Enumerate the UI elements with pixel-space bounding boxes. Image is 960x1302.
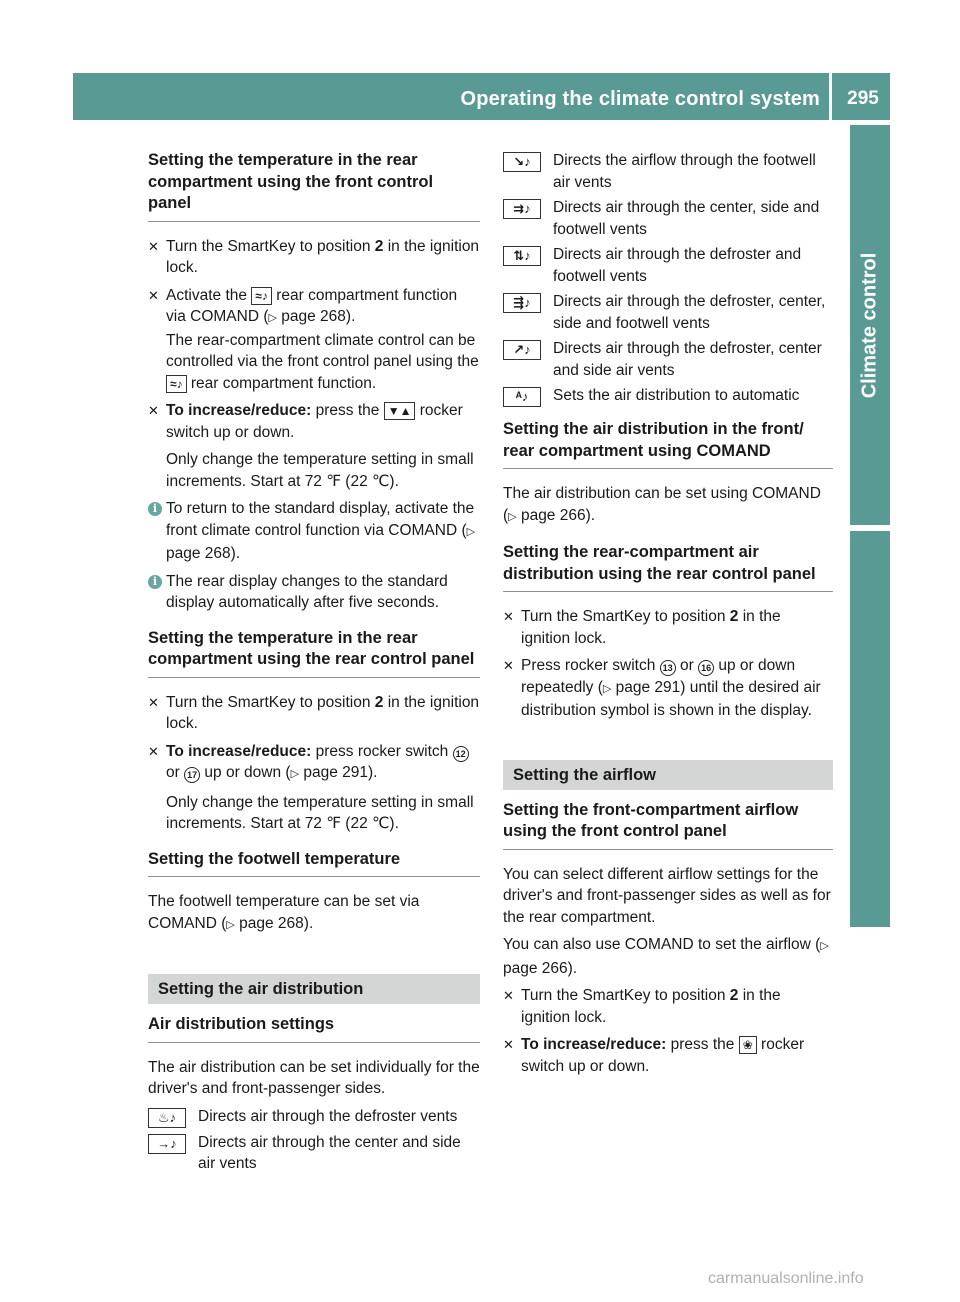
- page-ref-link[interactable]: page 266).: [503, 959, 578, 977]
- air-intro-text: The air distribution can be set individually for the driver's and front-passenger sides.: [148, 1058, 480, 1097]
- page-ref-arrow-icon: ▷: [226, 918, 235, 931]
- step-bullet-icon: ✕: [503, 988, 514, 1003]
- temp-rocker-icon: ▼▲: [384, 402, 416, 420]
- side-tab-label-wrap: [850, 125, 890, 525]
- heading-air-dist-comand: Setting the air distribution in the front/ rear compartment using COMAND: [503, 419, 833, 469]
- section-airflow: Setting the airflow: [503, 760, 833, 790]
- section-air-distribution: Setting the air distribution: [148, 974, 480, 1004]
- page-ref-link[interactable]: page 268).: [234, 914, 314, 932]
- step-smartkey: ✕ Turn the SmartKey to position 2 in the ignition lock.: [503, 987, 781, 1026]
- defroster-footwell-vent-icon: ⇅♪: [503, 246, 541, 266]
- page-ref-arrow-icon: ▷: [820, 940, 829, 952]
- page-ref-link[interactable]: page 268).: [166, 545, 241, 562]
- step-bullet-icon: ✕: [148, 403, 159, 418]
- step-bullet-icon: ✕: [503, 1037, 514, 1052]
- step-increase-reduce: ✕ To increase/reduce: press the ❀ rocker switch up or down.: [503, 1036, 805, 1075]
- step-bullet-icon: ✕: [148, 743, 159, 759]
- airflow-text-1: You can select different airflow settings for the driver's and front-passenger sides as well as for the rear compartment.: [503, 865, 831, 926]
- step-bullet-icon: ✕: [148, 287, 159, 303]
- rocker-switch-number: 16: [698, 660, 714, 676]
- step-bullet-icon: ✕: [148, 238, 159, 254]
- side-tab-label: Climate control: [858, 252, 881, 398]
- heading-rear-temp-rear-panel: Setting the temperature in the rear compartment using the rear control panel: [148, 628, 480, 678]
- fan-icon: ❀: [739, 1036, 757, 1054]
- heading-front-airflow: Setting the front-compartment airflow using the front control panel: [503, 800, 833, 850]
- air-setting-all-vents: ⇶♪ Directs air through the defroster, center, side and footwell vents: [503, 291, 833, 334]
- page-ref-arrow-icon: ▷: [290, 768, 300, 780]
- page-ref-link[interactable]: page 291).: [299, 764, 378, 781]
- right-column: [503, 150, 833, 1083]
- info-icon: i: [148, 502, 162, 516]
- rocker-switch-number: 17: [184, 767, 200, 783]
- rear-climate-icon: ≈♪: [251, 287, 272, 305]
- step-bullet-icon: ✕: [148, 694, 159, 710]
- footwell-vent-icon: ↘♪: [503, 152, 541, 172]
- step-press-rocker: ✕ Press rocker switch 13 or 16 up or down repeatedly (▷ page 291) until the desired air distribution symbol is shown in the display.: [503, 657, 821, 719]
- page-ref-arrow-icon: ▷: [466, 525, 476, 538]
- step-smartkey: ✕ Turn the SmartKey to position 2 in the ignition lock.: [148, 693, 480, 732]
- all-vents-icon: ⇶♪: [503, 293, 541, 313]
- auto-distribution-icon: ᴬ♪: [503, 387, 541, 407]
- heading-rear-air-dist: Setting the rear-compartment air distribution using the rear control panel: [503, 542, 833, 592]
- comand-text: The air distribution can be set using COMAND (▷ page 266).: [503, 485, 821, 524]
- info-note-auto-display: i The rear display changes to the standard display automatically after five seconds.: [148, 571, 480, 614]
- page-ref-arrow-icon: ▷: [508, 510, 517, 523]
- step-bullet-icon: ✕: [503, 658, 514, 673]
- air-setting-center-side: →♪ Directs air through the center and side air vents: [148, 1132, 480, 1175]
- step-smartkey: ✕ Turn the SmartKey to position 2 in the ignition lock.: [148, 237, 480, 276]
- page-ref-arrow-icon: ▷: [268, 312, 277, 324]
- step-smartkey: ✕ Turn the SmartKey to position 2 in the ignition lock.: [503, 608, 781, 647]
- air-setting-defroster-footwell: ⇅♪ Directs air through the defroster and footwell vents: [503, 244, 833, 287]
- heading-air-settings: Air distribution settings: [148, 1014, 480, 1043]
- page-number: 295: [847, 88, 879, 109]
- step-activate-rear: ✕ Activate the ≈♪ rear compartment function via COMAND (▷ page 268). The rear-compartment climate control can be controlled via the front control panel using the ≈♪ rear compartment function.: [148, 286, 479, 392]
- chapter-title: Operating the climate control system: [460, 88, 820, 110]
- page-ref-link[interactable]: page 268).: [276, 308, 356, 325]
- step-note: Only change the temperature setting in small increments. Start at 72 ℉ (22 ℃).: [166, 451, 474, 490]
- air-setting-auto: ᴬ♪ Sets the air distribution to automatic: [503, 385, 833, 407]
- rear-climate-icon: ≈♪: [166, 375, 187, 393]
- footer-watermark: carmanualsonline.info: [708, 1270, 864, 1287]
- air-setting-footwell: ↘♪ Directs the airflow through the footwell air vents: [503, 150, 833, 193]
- heading-footwell-temp: Setting the footwell temperature: [148, 849, 480, 878]
- air-setting-center-side-footwell: ⇉♪ Directs air through the center, side and footwell vents: [503, 197, 833, 240]
- header-divider: [829, 73, 832, 120]
- heading-rear-temp-front-panel: Setting the temperature in the rear compartment using the front control panel: [148, 150, 480, 222]
- page-ref-link[interactable]: page 266).: [516, 506, 596, 524]
- footwell-text: The footwell temperature can be set via COMAND (▷ page 268).: [148, 893, 420, 932]
- step-note: Only change the temperature setting in small increments. Start at 72 ℉ (22 ℃).: [166, 793, 474, 832]
- rocker-switch-number: 12: [453, 746, 469, 762]
- air-setting-defroster-center-side: ↗♪ Directs air through the defroster, center and side air vents: [503, 338, 833, 381]
- center-side-vent-icon: →♪: [148, 1134, 186, 1154]
- page-ref-link[interactable]: page 291) until the desired air distribution symbol is shown in the display.: [521, 678, 821, 719]
- left-column: [148, 150, 480, 1179]
- air-setting-defroster: ♨♪ Directs air through the defroster vents: [148, 1106, 480, 1128]
- airflow-text-2: You can also use COMAND to set the airflow (▷ page 266).: [503, 936, 829, 977]
- side-tab-lower: [850, 531, 890, 927]
- center-side-footwell-vent-icon: ⇉♪: [503, 199, 541, 219]
- defroster-center-side-vent-icon: ↗♪: [503, 340, 541, 360]
- page-ref-arrow-icon: ▷: [602, 682, 612, 695]
- rocker-switch-number: 13: [660, 660, 676, 676]
- step-increase-reduce: ✕ To increase/reduce: press rocker switch 12 or 17 up or down (▷ page 291).: [148, 741, 480, 786]
- info-note-standard-display: i To return to the standard display, activate the front climate control function via COMAND (▷ page 268).: [148, 498, 480, 565]
- info-icon: i: [148, 575, 162, 589]
- step-increase-reduce: ✕ To increase/reduce: press the ▼▲ rocker switch up or down.: [148, 402, 463, 441]
- defroster-vent-icon: ♨♪: [148, 1108, 186, 1128]
- step-bullet-icon: ✕: [503, 609, 514, 624]
